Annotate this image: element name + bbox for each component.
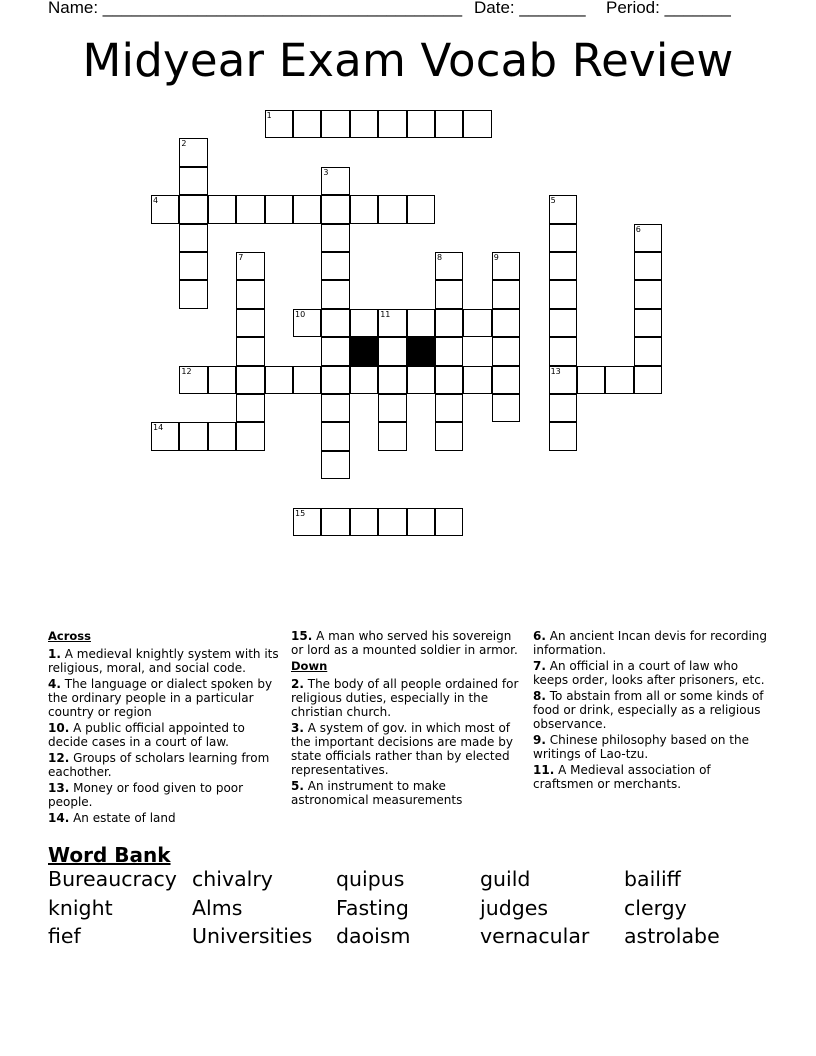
grid-cell[interactable] — [151, 422, 179, 450]
clue-number: 9 — [493, 253, 499, 262]
word-bank-word: Universities — [192, 924, 313, 948]
clue — [533, 659, 773, 687]
clue-text: A Medieval association of craftsmen or merchants. — [533, 763, 711, 791]
grid-cell[interactable] — [378, 366, 406, 394]
grid-cell[interactable] — [350, 508, 378, 536]
grid-cell[interactable] — [463, 110, 491, 138]
grid-cell[interactable] — [435, 252, 463, 280]
clue-number: 11 — [380, 309, 391, 319]
clue-number: 10. — [48, 721, 70, 735]
grid-cell[interactable] — [435, 366, 463, 394]
word-bank-word: bailiff — [624, 867, 681, 891]
grid-cell[interactable] — [435, 110, 463, 138]
grid-cell[interactable] — [407, 508, 435, 536]
clue-number: 12. — [48, 751, 70, 765]
clue-number: 12 — [181, 366, 192, 376]
grid-cell[interactable] — [321, 252, 349, 280]
down-heading: Down — [291, 659, 328, 673]
clue-number: 3 — [323, 167, 329, 177]
grid-cell[interactable] — [179, 366, 207, 394]
grid-cell[interactable] — [179, 252, 207, 280]
clue — [533, 763, 773, 791]
grid-cell[interactable] — [463, 309, 491, 337]
clue-text: Money or food given to poor people. — [48, 781, 244, 809]
clue-number: 6 — [635, 224, 641, 234]
clue-text: Chinese philosophy based on the writings of Lao-tzu. — [533, 733, 749, 761]
grid-cell[interactable] — [378, 110, 406, 138]
clue-number: 15 — [295, 508, 306, 518]
grid-cell[interactable] — [577, 366, 605, 394]
clue-number: 2 — [181, 139, 187, 149]
clue-text: The body of all people ordained for religious duties, especially in the christian church. — [291, 677, 519, 719]
grid-cell[interactable] — [208, 422, 236, 450]
grid-cell[interactable] — [179, 138, 207, 166]
grid-cell[interactable] — [321, 224, 349, 252]
clue-text: An estate of land — [73, 811, 176, 825]
clue-number: 15. — [291, 629, 313, 643]
grid-cell[interactable] — [378, 508, 406, 536]
grid-cell[interactable] — [549, 224, 577, 252]
clue-number: 2. — [291, 677, 304, 691]
clue-number: 6. — [533, 629, 546, 643]
grid-cell[interactable] — [179, 224, 207, 252]
clue-number: 7. — [533, 659, 546, 673]
clue — [48, 751, 284, 779]
grid-cell[interactable] — [179, 195, 207, 223]
grid-cell[interactable] — [407, 110, 435, 138]
grid-cell[interactable] — [293, 366, 321, 394]
clues-column-1 — [48, 629, 284, 827]
clue-number: 3. — [291, 721, 304, 735]
grid-cell[interactable] — [321, 110, 349, 138]
clue — [48, 677, 284, 719]
grid-cell[interactable] — [350, 110, 378, 138]
word-bank-word: knight — [48, 895, 113, 920]
grid-cell[interactable] — [179, 280, 207, 308]
grid-cell[interactable] — [236, 252, 264, 280]
clues-column-2 — [291, 629, 523, 809]
clue-text: An ancient Incan devis for recording information. — [533, 629, 767, 657]
grid-cell[interactable] — [179, 422, 207, 450]
grid-cell[interactable] — [549, 252, 577, 280]
word-bank-word: vernacular — [480, 924, 590, 948]
grid-cell[interactable] — [321, 451, 349, 479]
grid-cell[interactable] — [293, 110, 321, 138]
clue — [533, 733, 773, 761]
grid-cell[interactable] — [634, 252, 662, 280]
clue-number: 8. — [533, 689, 546, 703]
clue-text: A man who served his sovereign or lord as a mounted soldier in armor. — [291, 629, 518, 657]
grid-cell[interactable] — [321, 508, 349, 536]
word-bank-word: judges — [480, 895, 549, 920]
clue — [533, 689, 773, 731]
word-bank-word: fief — [48, 924, 81, 948]
grid-cell[interactable] — [321, 394, 349, 422]
grid-cell[interactable] — [549, 309, 577, 337]
grid-cell[interactable] — [634, 366, 662, 394]
grid-cell[interactable] — [549, 422, 577, 450]
grid-cell[interactable] — [549, 394, 577, 422]
clue-text: A public official appointed to decide cases in a court of law. — [48, 721, 245, 749]
grid-cell[interactable] — [208, 195, 236, 223]
clue — [48, 811, 284, 825]
grid-cell[interactable] — [293, 195, 321, 223]
grid-cell[interactable] — [293, 309, 321, 337]
word-bank-row — [48, 924, 788, 953]
black-cell — [407, 337, 435, 365]
grid-cell[interactable] — [634, 280, 662, 308]
clue-text: The language or dialect spoken by the ordinary people in a particular country or region — [48, 677, 273, 719]
word-bank-word: Fasting — [336, 895, 409, 920]
grid-cell[interactable] — [321, 167, 349, 195]
date-field[interactable]: Date: _______ — [474, 0, 586, 17]
grid-cell[interactable] — [549, 366, 577, 394]
grid-cell[interactable] — [265, 195, 293, 223]
grid-cell[interactable] — [378, 422, 406, 450]
clue — [48, 721, 284, 749]
grid-cell[interactable] — [492, 309, 520, 337]
black-cell — [350, 337, 378, 365]
grid-cell[interactable] — [492, 394, 520, 422]
word-bank-word: astrolabe — [624, 924, 720, 948]
clue-number: 11. — [533, 763, 555, 777]
grid-cell[interactable] — [435, 309, 463, 337]
grid-cell[interactable] — [236, 309, 264, 337]
grid-cell[interactable] — [634, 224, 662, 252]
grid-cell[interactable] — [407, 366, 435, 394]
word-bank-title: Word Bank — [48, 843, 171, 867]
grid-cell[interactable] — [350, 366, 378, 394]
grid-cell[interactable] — [378, 195, 406, 223]
clue-number: 13 — [550, 366, 561, 376]
grid-cell[interactable] — [634, 337, 662, 365]
grid-cell[interactable] — [208, 366, 236, 394]
grid-cell[interactable] — [321, 337, 349, 365]
grid-cell[interactable] — [549, 337, 577, 365]
clue-number: 4 — [153, 196, 159, 206]
clue-text: To abstain from all or some kinds of food or drink, especially as a religious observance. — [533, 689, 764, 731]
page-title: Midyear Exam Vocab Review — [82, 34, 734, 87]
word-bank-word: Bureaucracy — [48, 867, 177, 891]
grid-cell[interactable] — [265, 366, 293, 394]
clue — [291, 779, 523, 807]
grid-cell[interactable] — [407, 309, 435, 337]
grid-cell[interactable] — [293, 508, 321, 536]
word-bank — [48, 843, 788, 953]
word-bank-word: daoism — [336, 924, 411, 948]
grid-cell[interactable] — [321, 422, 349, 450]
grid-cell[interactable] — [634, 309, 662, 337]
grid-cell[interactable] — [605, 366, 633, 394]
grid-cell[interactable] — [321, 366, 349, 394]
grid-cell[interactable] — [321, 309, 349, 337]
clue-number: 5. — [291, 779, 304, 793]
grid-cell[interactable] — [236, 280, 264, 308]
grid-cell[interactable] — [151, 195, 179, 223]
clue-text: A system of gov. in which most of the important decisions are made by state officials rather than by elected representatives. — [291, 721, 513, 777]
grid-cell[interactable] — [435, 280, 463, 308]
grid-cell[interactable] — [179, 167, 207, 195]
clue — [48, 781, 284, 809]
clue — [291, 721, 523, 777]
grid-cell[interactable] — [463, 366, 491, 394]
grid-cell[interactable] — [435, 337, 463, 365]
grid-cell[interactable] — [435, 422, 463, 450]
word-bank-word: guild — [480, 867, 531, 891]
grid-cell[interactable] — [350, 309, 378, 337]
grid-cell[interactable] — [236, 337, 264, 365]
grid-cell[interactable] — [378, 309, 406, 337]
name-field[interactable]: Name: ______________________________________ — [48, 0, 463, 17]
clue-number: 4. — [48, 677, 61, 691]
clue-number: 7 — [238, 253, 244, 262]
clue-number: 8 — [437, 253, 443, 262]
grid-cell[interactable] — [492, 252, 520, 280]
grid-cell[interactable] — [236, 394, 264, 422]
grid-cell[interactable] — [378, 337, 406, 365]
clue — [533, 629, 773, 657]
clue-number: 14. — [48, 811, 70, 825]
clue-number: 10 — [295, 309, 306, 319]
clue-number: 5 — [550, 196, 556, 206]
clue-number: 1. — [48, 647, 61, 661]
grid-cell[interactable] — [265, 110, 293, 138]
period-field[interactable]: Period: _______ — [606, 0, 731, 17]
grid-cell[interactable] — [549, 195, 577, 223]
grid-cell[interactable] — [321, 195, 349, 223]
grid-cell[interactable] — [407, 195, 435, 223]
grid-cell[interactable] — [236, 195, 264, 223]
clues-column-3 — [533, 629, 773, 793]
clue — [48, 647, 284, 675]
clue-number: 9. — [533, 733, 546, 747]
grid-cell[interactable] — [549, 280, 577, 308]
word-bank-word: clergy — [624, 895, 687, 920]
grid-cell[interactable] — [321, 280, 349, 308]
grid-cell[interactable] — [492, 337, 520, 365]
clue-text: Groups of scholars learning from eachother. — [48, 751, 270, 779]
clue-number: 13. — [48, 781, 70, 795]
grid-cell[interactable] — [350, 195, 378, 223]
clue-text: An instrument to make astronomical measurements — [291, 779, 463, 807]
grid-cell[interactable] — [435, 508, 463, 536]
word-bank-word: chivalry — [192, 867, 273, 891]
across-heading: Across — [48, 629, 91, 643]
clue-text: A medieval knightly system with its religious, moral, and social code. — [48, 647, 279, 675]
grid-cell[interactable] — [236, 366, 264, 394]
clue — [291, 677, 523, 719]
grid-cell[interactable] — [492, 366, 520, 394]
grid-cell[interactable] — [378, 394, 406, 422]
word-bank-row — [48, 896, 788, 925]
grid-cell[interactable] — [492, 280, 520, 308]
word-bank-word: quipus — [336, 867, 405, 891]
word-bank-row — [48, 867, 788, 896]
grid-cell[interactable] — [435, 394, 463, 422]
grid-cell[interactable] — [236, 422, 264, 450]
clue — [291, 629, 523, 657]
clue-text: An official in a court of law who keeps order, looks after prisoners, etc. — [533, 659, 765, 687]
clue-number: 14 — [153, 423, 164, 433]
word-bank-word: Alms — [192, 895, 243, 920]
clue-number: 1 — [266, 111, 272, 120]
